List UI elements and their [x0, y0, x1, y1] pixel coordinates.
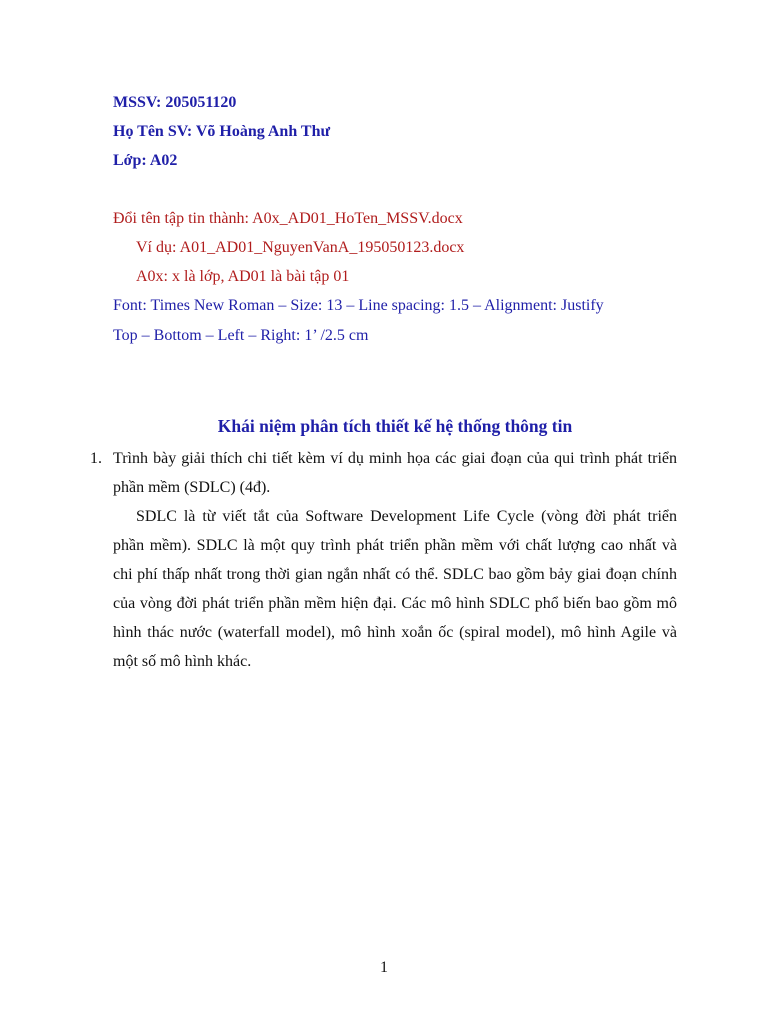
- margin-instruction: Top – Bottom – Left – Right: 1’ /2.5 cm: [113, 327, 369, 344]
- rename-instruction: Đổi tên tập tin thành: A0x_AD01_HoTen_MSSV.docx: [113, 210, 463, 227]
- answer-line: hình thác nước (waterfall model), mô hình xoắn ốc (spiral model), mô hình Agile và: [113, 624, 677, 641]
- answer-line: một số mô hình khác.: [113, 653, 252, 670]
- student-id: MSSV: 205051120: [113, 94, 237, 111]
- page-number: 1: [380, 959, 388, 976]
- question-line: phần mềm (SDLC) (4đ).: [113, 479, 271, 496]
- rename-example: Ví dụ: A01_AD01_NguyenVanA_195050123.docx: [136, 239, 465, 256]
- student-name: Họ Tên SV: Võ Hoàng Anh Thư: [113, 123, 331, 140]
- answer-line: chi phí thấp nhất trong thời gian ngắn nhất có thể. SDLC bao gồm bảy giai đoạn chính: [113, 566, 677, 583]
- section-title: Khái niệm phân tích thiết kế hệ thống thông tin: [217, 416, 573, 436]
- answer-line: SDLC là từ viết tắt của Software Development Life Cycle (vòng đời phát triển: [136, 508, 677, 525]
- student-class: Lớp: A02: [113, 152, 178, 169]
- question-line: Trình bày giải thích chi tiết kèm ví dụ minh họa các giai đoạn của qui trình phát triển: [113, 450, 677, 467]
- answer-line: phần mềm). SDLC là một quy trình phát triển phần mềm với chất lượng cao nhất và: [113, 537, 677, 554]
- rename-explanation: A0x: x là lớp, AD01 là bài tập 01: [136, 268, 350, 285]
- answer-line: của vòng đời phát triển phần mềm hiện đại. Các mô hình SDLC phổ biến bao gồm mô: [113, 595, 677, 612]
- question-number: 1.: [90, 450, 102, 467]
- font-instruction: Font: Times New Roman – Size: 13 – Line spacing: 1.5 – Alignment: Justify: [113, 297, 604, 314]
